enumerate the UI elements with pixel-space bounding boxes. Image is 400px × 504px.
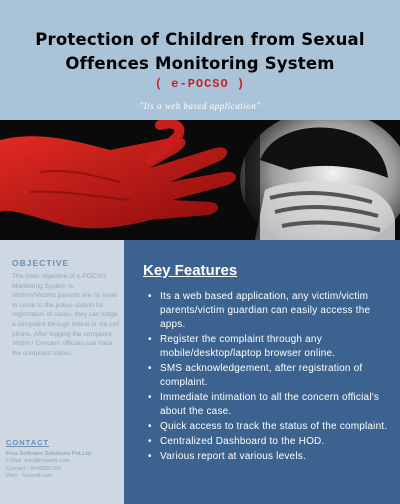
feature-item: • Register the complaint through any mobile/desktop/laptop browser online. — [148, 333, 392, 361]
title-line-2: Offences Monitoring System — [65, 54, 335, 73]
feature-item: • Its a web based application, any victim/victim parents/victim guardian can easily access the apps. — [148, 290, 392, 332]
hero-image — [0, 120, 400, 240]
tagline: "Its a web based application" — [139, 101, 261, 111]
title-line-1: Protection of Children from Sexual — [35, 30, 365, 49]
contact-web: Web : fruxsoft.com — [6, 473, 53, 480]
feature-item: • Centralized Dashboard to the HOD. — [148, 435, 392, 449]
objective-text: The main objective of e-POCSO Monitoring System is, Victims/Victims parents are no need to come to the police station for registration of cases, they can lodge a complaint through online or via cell phone. After logging the complaint Victim / Concern officials can track the complaint status. — [12, 273, 120, 357]
contact-email: e-Mail: info@fruxsoft.com — [6, 458, 70, 465]
contact-info — [6, 451, 122, 481]
contact-phone: Contact : 9440696180 — [6, 465, 62, 472]
hero-illustration — [0, 120, 400, 240]
features-title: Key Features — [143, 262, 238, 279]
child-icon — [240, 120, 400, 240]
objective-heading: OBJECTIVE — [12, 258, 70, 268]
feature-item: • Various report at various levels. — [148, 450, 392, 464]
feature-item: • Quick access to track the status of the complaint. — [148, 420, 392, 434]
header-banner — [0, 0, 400, 120]
feature-item: • SMS acknowledgement, after registration of complaint. — [148, 362, 392, 390]
contact-company: Frux Software Solutions Pvt.Ltd — [6, 451, 91, 457]
features-list — [148, 290, 392, 465]
contact-heading: CONTACT — [6, 438, 50, 447]
subtitle: ( e-POCSO ) — [154, 77, 246, 91]
feature-item: • Immediate intimation to all the concern official's about the case. — [148, 391, 392, 419]
